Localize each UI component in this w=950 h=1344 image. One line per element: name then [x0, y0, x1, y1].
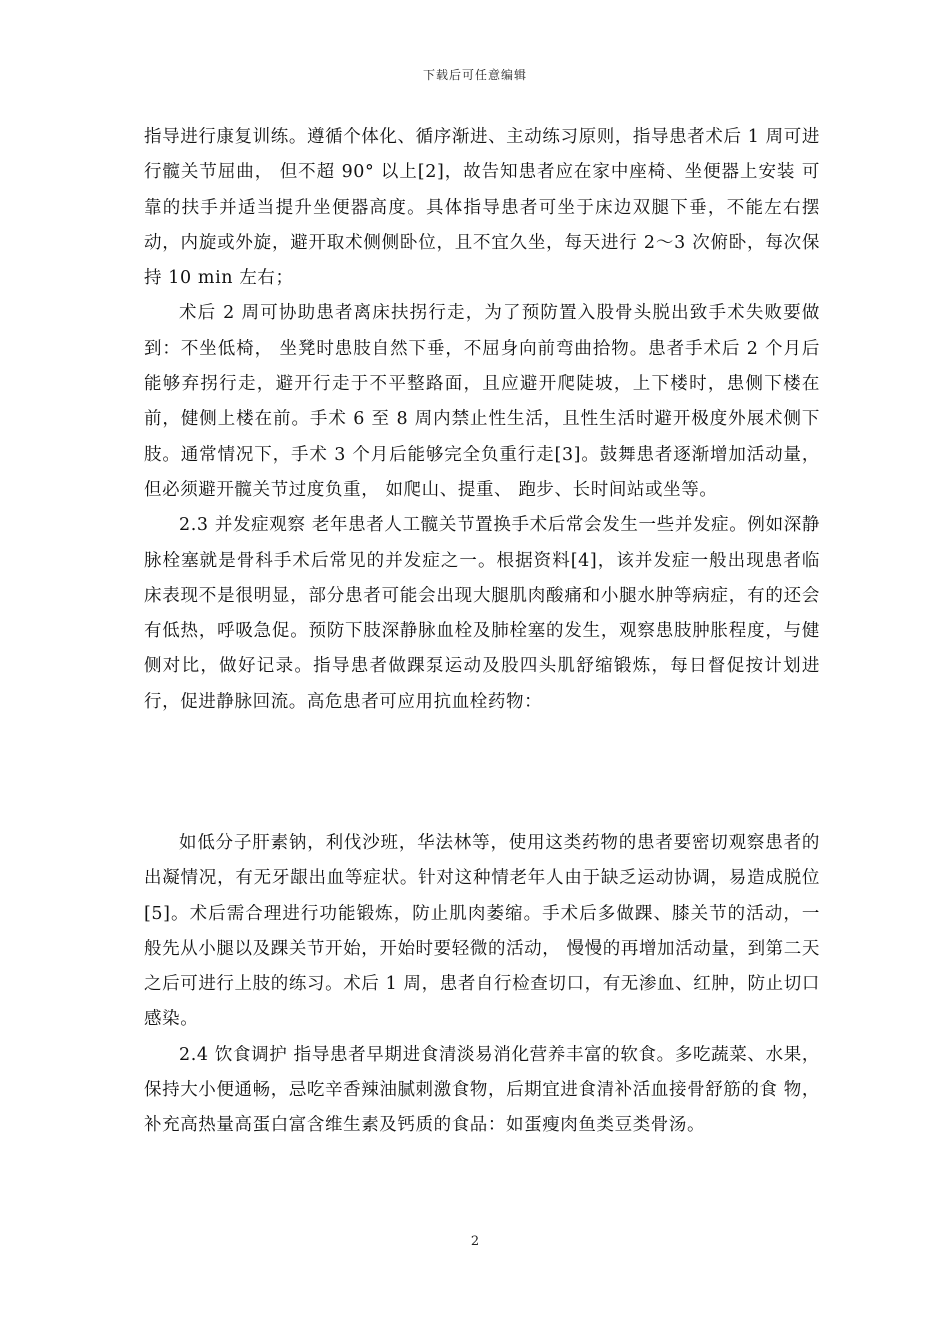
paragraph-complications: 2.3 并发症观察 老年患者人工髋关节置换手术后常会发生一些并发症。例如深静脉栓塞就是骨科手术后常见的并发症之一。根据资料[4]，该并发症一般出现患者临床表现不是很明显，部分患者可能会出现大腿肌肉酸痛和小腿水肿等病症，有的还会有低热，呼吸急促。预防下肢深静脉血栓及肺栓塞的发生，观察患肢肿胀程度，与健侧对比，做好记录。指导患者做踝泵运动及股四头肌舒缩锻炼，每日督促按计划进行，促进静脉回流。高危患者可应用抗血栓药物： — [144, 515, 820, 712]
paragraph-anticoagulants: 如低分子肝素钠，利伐沙班，华法林等，使用这类药物的患者要密切观察患者的出凝情况，有无牙龈出血等症状。针对这种情老年人由于缺乏运动协调，易造成脱位[5]。术后需合理进行功能锻炼，防止肌肉萎缩。手术后多做踝、膝关节的活动，一般先从小腿以及踝关节开始，开始时要轻微的活动， 慢慢的再增加活动量，到第二天之后可进行上肢的练习。术后 1 周，患者自行检查切口，有无渗血、红肿，防止切口感染。 — [144, 833, 820, 1030]
page-header: 下载后可任意编辑 — [422, 68, 527, 82]
paragraph-diet: 2.4 饮食调护 指导患者早期进食清淡易消化营养丰富的软食。多吃蔬菜、水果，保持大小便通畅，忌吃辛香辣油腻刺激食物，后期宜进食清补活血接骨舒筋的食 物，补充高热量高蛋白富含维生素及钙质的食品：如蛋瘦肉鱼类豆类骨汤。 — [144, 1044, 820, 1136]
text-block-lower — [144, 826, 820, 1144]
page-number: 2 — [470, 1234, 480, 1249]
paragraph-rehab-guidance: 指导进行康复训练。遵循个体化、循序渐进、主动练习原则，指导患者术后 1 周可进行髋关节屈曲， 但不超 90° 以上[2]，故告知患者应在家中座椅、坐便器上安装 可靠的扶手并适当提升坐便器高度。具体指导患者可坐于床边双腿下垂，不能左右摆动，内旋或外旋，避开取术侧侧卧位，且不宜久坐，每天进行 2～3 次俯卧，每次保持 10 min 左右； — [144, 127, 820, 289]
text-block-upper — [144, 120, 820, 720]
paragraph-walking-guidance: 术后 2 周可协助患者离床扶拐行走，为了预防置入股骨头脱出致手术失败要做到：不坐低椅， 坐凳时患肢自然下垂，不屈身向前弯曲拾物。患者手术后 2 个月后能够弃拐行走，避开行走于不平整路面，且应避开爬陡坡，上下楼时，患侧下楼在前，健侧上楼在前。手术 6 至 8 周内禁止性生活，且性生活时避开极度外展术侧下肢。通常情况下，手术 3 个月后能够完全负重行走[3]。鼓舞患者逐渐增加活动量，但必须避开髋关节过度负重， 如爬山、提重、 跑步、长时间站或坐等。 — [144, 303, 820, 500]
